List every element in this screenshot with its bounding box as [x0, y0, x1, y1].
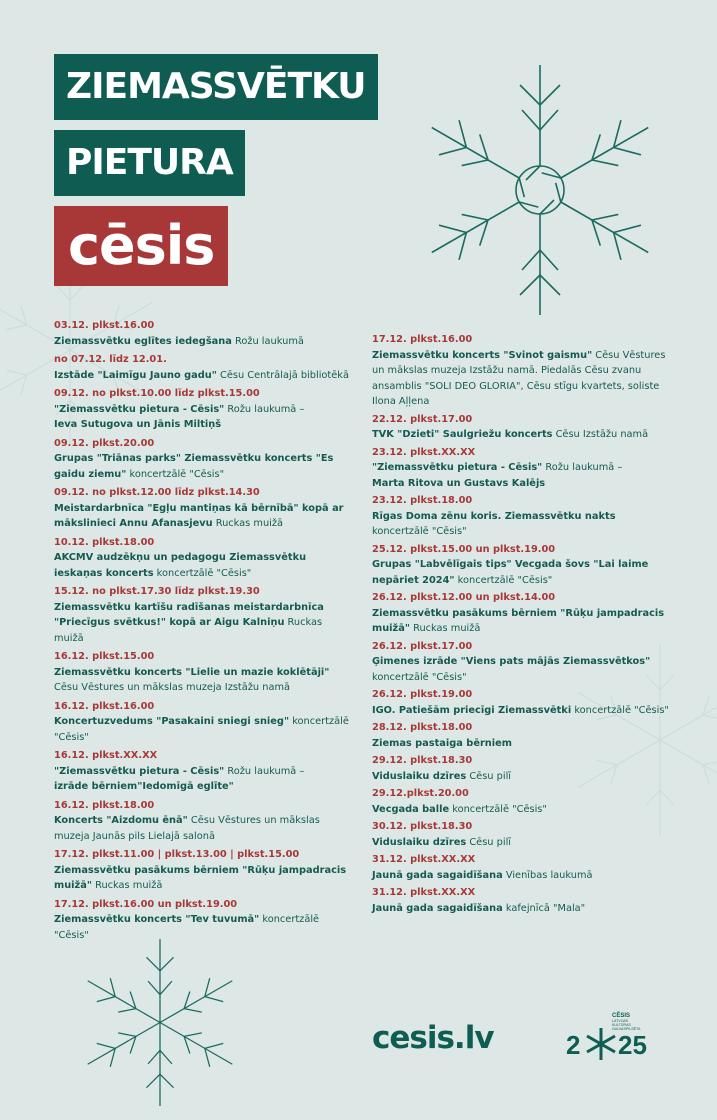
event-description	[54, 813, 354, 844]
event-performers: izrāde bērniem"Iedomīgā eglīte"	[54, 781, 234, 792]
event-title: Jaunā gada sagaidīšana	[372, 869, 503, 881]
event-description	[372, 654, 672, 685]
event-date: 17.12. plkst.16.00 un plkst.19.00	[54, 898, 238, 910]
event-title: Ziemassvētku kartīšu radīšanas meistardarbnīca "Priecīgus svētkus!" kopā ar Aigu Kalniņu	[54, 601, 324, 628]
event-description	[54, 334, 354, 350]
cesis-2025-logo	[566, 1010, 666, 1062]
event-title: "Ziemassvētku pietura - Cēsis"	[372, 462, 543, 473]
event-item	[372, 753, 672, 784]
event-location: kafejnīcā "Mala"	[505, 902, 586, 914]
event-item	[54, 798, 354, 845]
snowflake-asterisk-icon	[587, 1028, 615, 1060]
event-item	[372, 852, 672, 883]
event-title: Ziemas pastaiga bērniem	[372, 737, 512, 749]
event-date: 10.12. plkst.18.00	[54, 536, 155, 548]
event-location: Cēsu Vēstures un mākslas muzeja Jaunās pils Lielajā salonā	[54, 815, 320, 842]
event-title: "Ziemassvētku pietura - Cēsis"	[54, 765, 225, 777]
logo-caption-1: LATVIJAS	[612, 1019, 629, 1023]
event-location: koncertzālē "Cēsis"	[156, 567, 252, 579]
event-title: Koncerts "Aizdomu ēnā"	[54, 815, 188, 826]
event-date: 25.12. plkst.15.00 un plkst.19.00	[372, 543, 556, 555]
event-location: Ruckas muižā	[413, 623, 481, 634]
event-item	[372, 542, 672, 589]
event-date: no 07.12. līdz 12.01.	[54, 354, 167, 365]
event-location: Cēsu pilī	[469, 836, 512, 848]
event-description	[54, 368, 354, 384]
event-date: 29.12. plkst.18.30	[372, 755, 473, 766]
event-description	[54, 550, 354, 581]
event-location: Rožu laukumā –	[227, 765, 305, 777]
snowflake-small-icon	[30, 935, 290, 1110]
event-item	[54, 386, 354, 433]
event-title: IGO. Patiešām priecīgi Ziemassvētki	[372, 704, 572, 716]
event-date: 26.12. plkst.12.00 un plkst.14.00	[372, 592, 556, 603]
event-description	[54, 863, 354, 894]
event-date: 16.12. plkst.XX.XX	[54, 750, 158, 761]
event-description	[372, 348, 672, 410]
event-title: AKCMV audzēkņu un pedagogu Ziemassvētku ieskaņas koncerts	[54, 552, 307, 579]
event-date: 16.12. plkst.16.00	[54, 700, 155, 712]
event-location: koncertzālē "Cēsis"	[129, 468, 225, 480]
event-date: 28.12. plkst.18.00	[372, 722, 473, 733]
title-line-3	[54, 206, 254, 286]
event-location: Ruckas muižā	[54, 617, 323, 644]
event-item	[372, 493, 672, 540]
title-text-ziemassvetku: ZIEMASSVĒTKU	[54, 54, 378, 120]
event-performers: Ieva Sutugova un Jānis Miltiņš	[54, 419, 222, 430]
event-description	[54, 912, 354, 943]
event-item	[54, 649, 354, 696]
event-item	[54, 897, 354, 944]
logo-graphic	[566, 1010, 666, 1062]
event-date: 29.12.plkst.20.00	[372, 788, 469, 799]
event-date: 09.12. no plkst.10.00 līdz plkst.15.00	[54, 388, 260, 399]
event-description	[372, 769, 672, 785]
event-date: 16.12. plkst.18.00	[54, 799, 155, 811]
events-column-right	[372, 332, 672, 918]
event-title: TVK "Dzieti" Saulgriežu koncerts	[372, 429, 553, 440]
event-title: Ziemassvētku eglītes iedegšana	[54, 335, 232, 347]
event-location: koncertzālē "Cēsis"	[372, 526, 467, 537]
event-item	[54, 352, 354, 383]
event-item	[54, 535, 354, 582]
event-location: Rožu laukumā –	[227, 403, 305, 415]
events-column-left	[54, 318, 354, 946]
event-date: 31.12. plkst.XX.XX	[372, 887, 476, 898]
event-item	[372, 720, 672, 751]
event-description	[372, 460, 672, 491]
event-date: 31.12. plkst.XX.XX	[372, 854, 476, 865]
event-title: Ziemassvētku koncerts "Svinot gaismu"	[372, 349, 593, 361]
event-title: Rīgas Doma zēnu koris. Ziemassvētku nakts	[372, 510, 616, 522]
event-item	[54, 584, 354, 646]
event-item	[54, 318, 354, 349]
event-location: koncertzālē "Cēsis"	[452, 803, 547, 815]
event-date: 30.12. plkst.18.30	[372, 821, 473, 832]
event-description	[54, 501, 354, 532]
title-text-pietura: PIETURA	[54, 130, 245, 196]
event-date: 03.12. plkst.16.00	[54, 320, 155, 331]
event-date: 09.12. plkst.20.00	[54, 437, 155, 449]
event-location: Cēsu Izstāžu namā	[555, 429, 649, 440]
event-title: Viduslaiku dzīres	[372, 836, 467, 848]
event-title: "Ziemassvētku pietura - Cēsis"	[54, 403, 225, 415]
event-location: koncertzālē "Cēsis"	[54, 914, 320, 941]
event-title: Koncertuzvedums "Pasakaini sniegi snieg"	[54, 716, 290, 727]
event-title: Ģimenes izrāde "Viens pats mājās Ziemassvētkos"	[372, 656, 651, 667]
event-description	[372, 509, 672, 540]
event-item	[54, 748, 354, 795]
event-description	[54, 665, 354, 696]
event-location: Vienības laukumā	[505, 869, 593, 881]
event-location: koncertzālē "Cēsis"	[372, 671, 467, 683]
logo-caption-2: KULTŪRAS	[612, 1023, 631, 1027]
event-date: 17.12. plkst.16.00	[372, 334, 473, 345]
title-line-1	[54, 54, 435, 120]
event-description	[372, 736, 672, 752]
event-location: koncertzālē "Cēsis"	[457, 574, 553, 586]
event-item	[54, 436, 354, 483]
event-title: Viduslaiku dzīres	[372, 770, 467, 782]
event-title: Ziemassvētku pasākums bērniem "Rūķu jampadracis muižā"	[372, 607, 665, 634]
event-location: Cēsu pilī	[469, 770, 512, 782]
event-date: 23.12. plkst.XX.XX	[372, 446, 476, 458]
event-date: 26.12. plkst.19.00	[372, 689, 473, 700]
event-item	[372, 786, 672, 817]
event-description	[54, 402, 354, 433]
event-description	[54, 714, 354, 745]
event-description	[372, 802, 672, 818]
event-item	[372, 687, 672, 718]
event-title: Vecgada balle	[372, 803, 450, 815]
event-description	[372, 901, 672, 917]
event-location: Cēsu Vēstures un mākslas muzeja Izstāžu namā. Piedalās Cēsu zvanu ansamblis "SOLI DEO GLORIA", Cēsu stīgu kvartets, soliste Ilona Aļļena	[372, 349, 666, 407]
event-location: Cēsu Vēstures un mākslas muzeja Izstāžu namā	[54, 682, 291, 693]
event-title: Grupas "Triānas parks" Ziemassvētku koncerts "Es gaidu ziemu"	[54, 453, 334, 480]
event-location: Ruckas muižā	[95, 880, 163, 891]
event-description	[372, 427, 672, 443]
event-title: Meistardarbnīca "Egļu mantiņas kā bērnībā" kopā ar mākslinieci Annu Afanasjevu	[54, 502, 344, 529]
event-item	[54, 699, 354, 746]
event-description	[372, 868, 672, 884]
event-location: Rožu laukumā	[234, 335, 304, 347]
event-date: 09.12. no plkst.12.00 līdz plkst.14.30	[54, 487, 260, 498]
logo-year-left: 2	[566, 1030, 581, 1060]
snowflake-large-icon	[410, 55, 670, 325]
event-performers: Marta Ritova un Gustavs Kalējs	[372, 477, 546, 489]
event-title: Ziemassvētku koncerts "Lielie un mazie koklētāji"	[54, 666, 330, 678]
event-description	[54, 764, 354, 795]
event-item	[372, 412, 672, 443]
event-location: Ruckas muižā	[215, 518, 284, 529]
event-date: 22.12. plkst.17.00	[372, 413, 473, 425]
event-location: Cēsu Centrālajā bibliotēkā	[220, 369, 349, 381]
logo-word: CĒSIS	[612, 1013, 631, 1019]
event-description	[372, 557, 672, 588]
event-location: koncertzālē "Cēsis"	[54, 716, 349, 743]
event-location: koncertzālē "Cēsis"	[574, 704, 669, 716]
event-title: Ziemassvētku koncerts "Tev tuvumā"	[54, 914, 260, 925]
event-item	[372, 639, 672, 686]
event-date: 17.12. plkst.11.00 | plkst.13.00 | plkst.15.00	[54, 849, 300, 860]
event-title: Ziemassvētku pasākums bērniem "Rūķu jampadracis muižā"	[54, 864, 347, 891]
event-date: 26.12. plkst.17.00	[372, 640, 473, 652]
event-description	[54, 600, 354, 647]
title-line-2	[54, 130, 281, 196]
event-date: 16.12. plkst.15.00	[54, 651, 155, 662]
event-item	[372, 885, 672, 916]
event-date: 15.12. no plkst.17.30 līdz plkst.19.30	[54, 586, 260, 597]
event-title: Izstāde "Laimīgu Jauno gadu"	[54, 369, 217, 381]
logo-year-right: 25	[618, 1030, 647, 1060]
event-item	[372, 590, 672, 637]
event-date: 23.12. plkst.18.00	[372, 495, 473, 506]
event-item	[54, 485, 354, 532]
website-url[interactable]: cesis.lv	[372, 1020, 494, 1056]
event-item	[372, 332, 672, 410]
logo-caption-3: GALVASPILSĒTA	[612, 1027, 641, 1031]
event-title: Grupas "Labvēlīgais tips" Vecgada šovs "Lai laime nepāriet 2024"	[372, 559, 649, 586]
event-location: Rožu laukumā –	[545, 462, 623, 473]
event-item	[372, 445, 672, 492]
title-text-cesis: cēsis	[54, 206, 228, 286]
event-description	[372, 835, 672, 851]
event-description	[372, 606, 672, 637]
event-description	[372, 703, 672, 719]
event-item	[54, 847, 354, 894]
event-title: Jaunā gada sagaidīšana	[372, 902, 503, 914]
event-description	[54, 451, 354, 482]
event-item	[372, 819, 672, 850]
